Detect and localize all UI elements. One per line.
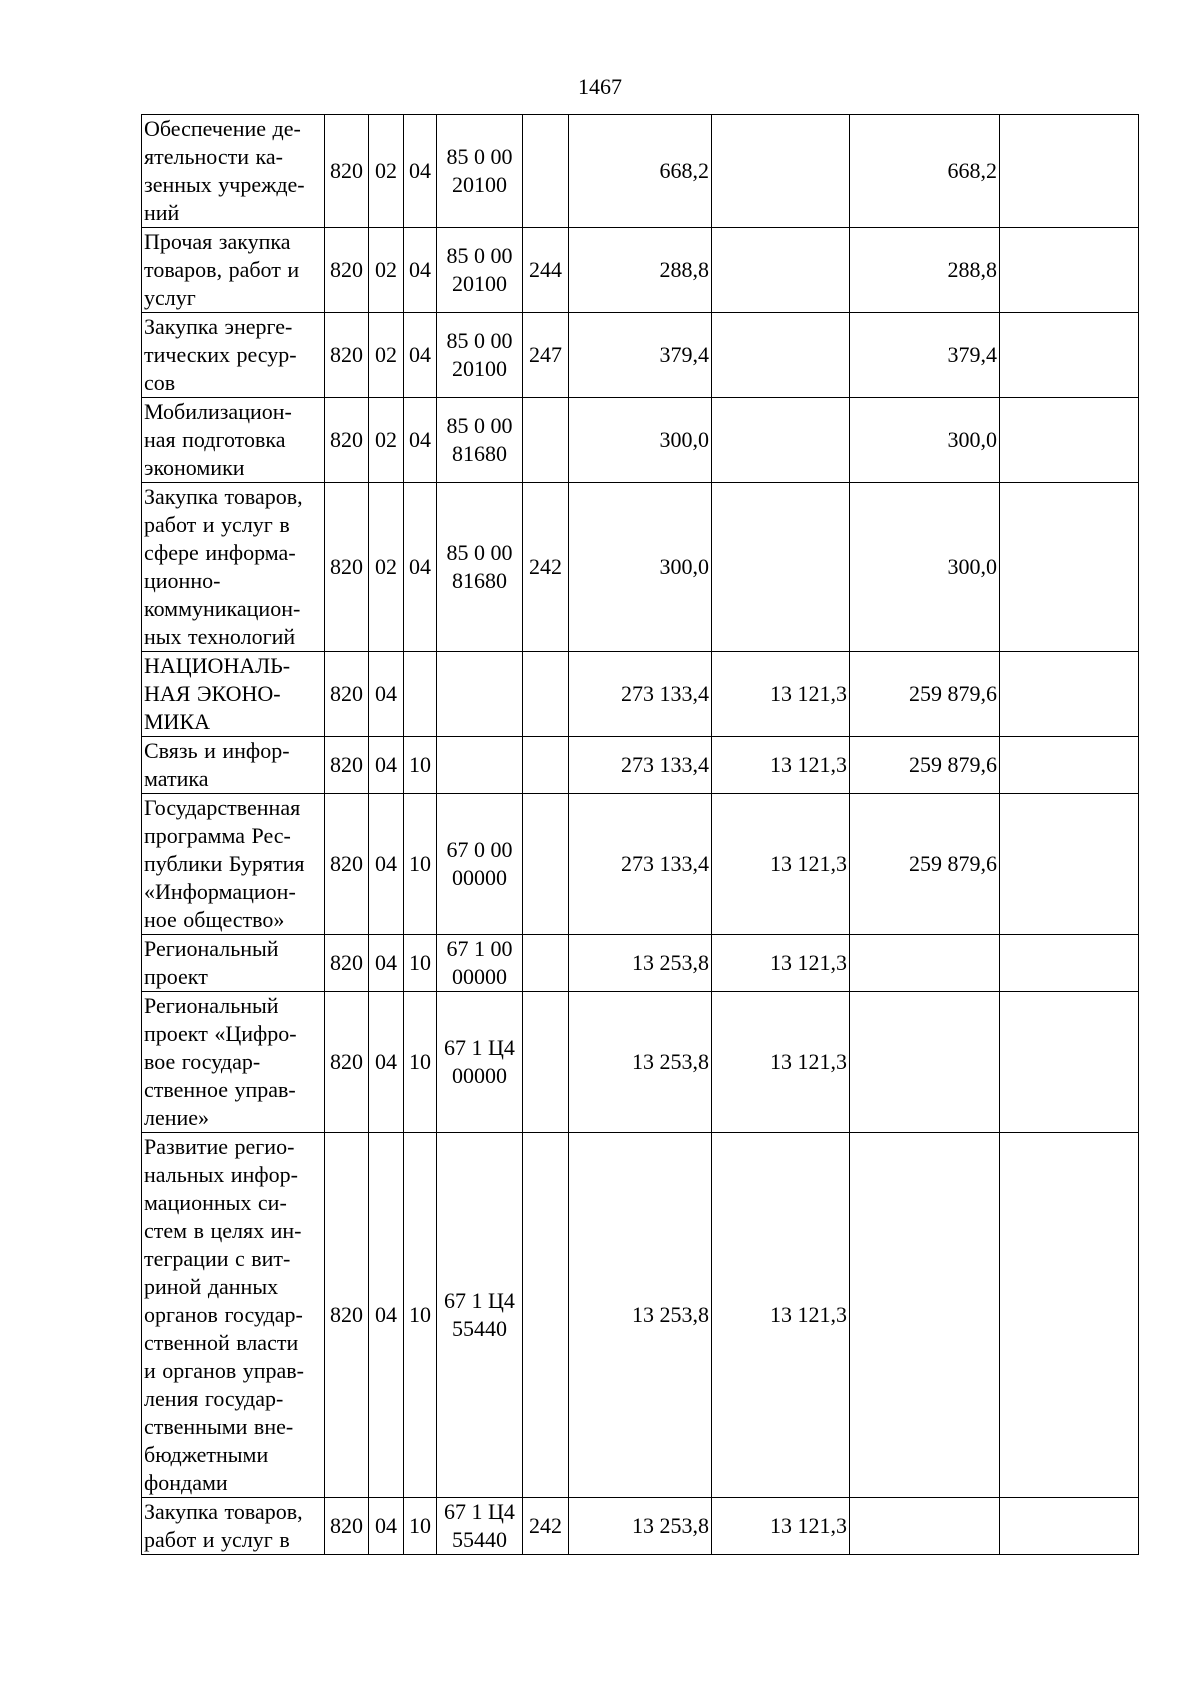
expense-name-line: органов государ- (144, 1302, 303, 1327)
expense-name-line: программа Рес- (144, 823, 291, 848)
expense-name-cell (142, 1133, 325, 1498)
target-article-cell (437, 794, 523, 935)
target-article-line: 67 1 Ц4 (444, 1288, 515, 1313)
expense-type-cell: 247 (523, 313, 569, 398)
table-row (142, 398, 1139, 483)
amount-cell-2 (712, 313, 850, 398)
amount-cell-4 (1000, 992, 1139, 1133)
expense-name-line: тических ресур- (144, 342, 297, 367)
expense-name-line: ная подготовка (144, 427, 286, 452)
amount-cell-4 (1000, 115, 1139, 228)
target-article-line: 00000 (452, 964, 507, 989)
page-number: 1467 (578, 74, 622, 99)
amount-cell-3: 288,8 (850, 228, 1000, 313)
subsection-code-cell: 04 (404, 313, 437, 398)
expense-name-line: нальных инфор- (144, 1162, 298, 1187)
amount-cell-3: 668,2 (850, 115, 1000, 228)
expense-name-line: ное общество» (144, 907, 285, 932)
expense-type-cell: 244 (523, 228, 569, 313)
target-article-line: 85 0 00 (446, 144, 513, 169)
expense-name-line: ных технологий (144, 624, 296, 649)
expense-name-line: бюджетными (144, 1442, 269, 1467)
amount-cell-2: 13 121,3 (712, 794, 850, 935)
expense-name-line: Государственная (144, 795, 301, 820)
grbs-code-cell: 820 (325, 115, 369, 228)
amount-total-cell: 668,2 (569, 115, 712, 228)
amount-total-cell: 300,0 (569, 483, 712, 652)
amount-cell-2: 13 121,3 (712, 1133, 850, 1498)
expense-name-line: ственной власти (144, 1330, 299, 1355)
target-article-cell (437, 737, 523, 794)
expense-name-cell (142, 115, 325, 228)
amount-cell-2 (712, 228, 850, 313)
target-article-line: 20100 (452, 356, 507, 381)
amount-cell-3 (850, 1133, 1000, 1498)
target-article-cell (437, 115, 523, 228)
amount-cell-2: 13 121,3 (712, 652, 850, 737)
target-article-line: 85 0 00 (446, 243, 513, 268)
amount-total-cell: 288,8 (569, 228, 712, 313)
expense-type-cell: 242 (523, 1498, 569, 1555)
target-article-line: 85 0 00 (446, 413, 513, 438)
grbs-code-cell: 820 (325, 992, 369, 1133)
amount-total-cell: 13 253,8 (569, 1133, 712, 1498)
subsection-code-cell: 10 (404, 1133, 437, 1498)
table-row (142, 737, 1139, 794)
subsection-code-cell: 10 (404, 992, 437, 1133)
amount-total-cell: 273 133,4 (569, 652, 712, 737)
expense-name-line: Региональный (144, 936, 279, 961)
target-article-line: 55440 (452, 1316, 507, 1341)
expense-name-line: Мобилизацион- (144, 399, 292, 424)
expense-name-line: проект (144, 964, 208, 989)
amount-cell-3: 259 879,6 (850, 737, 1000, 794)
subsection-code-cell: 04 (404, 115, 437, 228)
amount-cell-4 (1000, 313, 1139, 398)
section-code-cell: 04 (369, 935, 404, 992)
grbs-code-cell: 820 (325, 652, 369, 737)
expense-name-line: ление» (144, 1105, 210, 1130)
amount-cell-2: 13 121,3 (712, 1498, 850, 1555)
expense-name-cell (142, 313, 325, 398)
subsection-code-cell (404, 652, 437, 737)
grbs-code-cell: 820 (325, 313, 369, 398)
expense-name-line: МИКА (144, 709, 211, 734)
subsection-code-cell: 04 (404, 228, 437, 313)
amount-cell-2 (712, 483, 850, 652)
amount-cell-2 (712, 398, 850, 483)
expense-name-line: ственными вне- (144, 1414, 294, 1439)
subsection-code-cell: 10 (404, 794, 437, 935)
grbs-code-cell: 820 (325, 228, 369, 313)
table-row (142, 483, 1139, 652)
expense-name-line: ственное управ- (144, 1077, 296, 1102)
target-article-line: 20100 (452, 271, 507, 296)
expense-type-cell (523, 1133, 569, 1498)
expense-name-line: ционно- (144, 568, 221, 593)
expense-name-line: Закупка товаров, (144, 484, 303, 509)
amount-cell-2: 13 121,3 (712, 992, 850, 1133)
target-article-line: 20100 (452, 172, 507, 197)
section-code-cell: 02 (369, 228, 404, 313)
expense-name-line: сфере информа- (144, 540, 296, 565)
expense-name-line: риной данных (144, 1274, 279, 1299)
amount-total-cell: 379,4 (569, 313, 712, 398)
target-article-cell (437, 992, 523, 1133)
expense-name-line: коммуникацион- (144, 596, 301, 621)
target-article-line: 67 1 00 (446, 936, 513, 961)
target-article-line: 67 1 Ц4 (444, 1035, 515, 1060)
amount-cell-2: 13 121,3 (712, 737, 850, 794)
expense-name-line: Закупка энерге- (144, 314, 293, 339)
subsection-code-cell: 10 (404, 737, 437, 794)
expense-name-line: стем в целях ин- (144, 1218, 302, 1243)
amount-cell-3: 259 879,6 (850, 652, 1000, 737)
expense-name-line: зенных учрежде- (144, 172, 305, 197)
expense-name-line: и органов управ- (144, 1358, 304, 1383)
amount-cell-4 (1000, 935, 1139, 992)
section-code-cell: 04 (369, 1498, 404, 1555)
expense-name-line: матика (144, 766, 209, 791)
expense-name-line: НАЦИОНАЛЬ- (144, 653, 291, 678)
table-row (142, 228, 1139, 313)
amount-cell-2 (712, 115, 850, 228)
target-article-line: 85 0 00 (446, 328, 513, 353)
expense-name-cell (142, 1498, 325, 1555)
grbs-code-cell: 820 (325, 1133, 369, 1498)
amount-cell-3 (850, 935, 1000, 992)
section-code-cell: 04 (369, 652, 404, 737)
table-row (142, 652, 1139, 737)
expense-type-cell (523, 398, 569, 483)
table-row (142, 1498, 1139, 1555)
expense-name-cell (142, 398, 325, 483)
target-article-cell (437, 313, 523, 398)
section-code-cell: 02 (369, 313, 404, 398)
amount-cell-3: 259 879,6 (850, 794, 1000, 935)
expense-name-line: сов (144, 370, 176, 395)
expense-name-line: Закупка товаров, (144, 1499, 303, 1524)
table-row (142, 935, 1139, 992)
table-row (142, 1133, 1139, 1498)
grbs-code-cell: 820 (325, 794, 369, 935)
target-article-line: 85 0 00 (446, 540, 513, 565)
expense-name-line: «Информацион- (144, 879, 296, 904)
expense-type-cell (523, 935, 569, 992)
expense-name-line: работ и услуг в (144, 512, 290, 537)
expense-name-line: Обеспечение де- (144, 116, 301, 141)
expense-name-cell (142, 737, 325, 794)
expense-name-line: услуг (144, 285, 196, 310)
grbs-code-cell: 820 (325, 398, 369, 483)
amount-cell-2: 13 121,3 (712, 935, 850, 992)
amount-total-cell: 273 133,4 (569, 737, 712, 794)
expense-name-line: Прочая закупка (144, 229, 291, 254)
expense-name-line: товаров, работ и (144, 257, 300, 282)
amount-cell-4 (1000, 652, 1139, 737)
expense-name-cell (142, 935, 325, 992)
expense-type-cell: 242 (523, 483, 569, 652)
target-article-cell (437, 652, 523, 737)
section-code-cell: 02 (369, 115, 404, 228)
amount-cell-4 (1000, 1498, 1139, 1555)
expense-type-cell (523, 737, 569, 794)
amount-total-cell: 13 253,8 (569, 1498, 712, 1555)
expense-type-cell (523, 992, 569, 1133)
grbs-code-cell: 820 (325, 1498, 369, 1555)
expense-name-cell (142, 652, 325, 737)
expense-name-line: мационных си- (144, 1190, 287, 1215)
expense-name-cell (142, 992, 325, 1133)
expense-name-cell (142, 794, 325, 935)
amount-cell-4 (1000, 737, 1139, 794)
section-code-cell: 02 (369, 483, 404, 652)
table-row (142, 992, 1139, 1133)
amount-cell-3: 300,0 (850, 483, 1000, 652)
section-code-cell: 04 (369, 992, 404, 1133)
amount-cell-4 (1000, 398, 1139, 483)
target-article-line: 67 1 Ц4 (444, 1499, 515, 1524)
target-article-cell (437, 1498, 523, 1555)
expense-name-line: ления государ- (144, 1386, 284, 1411)
expense-name-line: проект «Цифро- (144, 1021, 297, 1046)
table-row (142, 794, 1139, 935)
target-article-cell (437, 398, 523, 483)
amount-total-cell: 300,0 (569, 398, 712, 483)
target-article-line: 00000 (452, 1063, 507, 1088)
section-code-cell: 04 (369, 794, 404, 935)
subsection-code-cell: 04 (404, 483, 437, 652)
target-article-line: 00000 (452, 865, 507, 890)
expense-name-cell (142, 483, 325, 652)
expense-name-line: вое государ- (144, 1049, 261, 1074)
amount-cell-4 (1000, 228, 1139, 313)
table-row (142, 115, 1139, 228)
expense-name-line: фондами (144, 1470, 228, 1495)
amount-cell-4 (1000, 1133, 1139, 1498)
amount-total-cell: 13 253,8 (569, 935, 712, 992)
amount-total-cell: 273 133,4 (569, 794, 712, 935)
section-code-cell: 04 (369, 1133, 404, 1498)
target-article-line: 81680 (452, 568, 507, 593)
expense-name-line: Развитие регио- (144, 1134, 295, 1159)
expense-name-line: теграции с вит- (144, 1246, 291, 1271)
amount-cell-3: 300,0 (850, 398, 1000, 483)
expense-name-cell (142, 228, 325, 313)
amount-cell-3 (850, 992, 1000, 1133)
table-body (142, 115, 1139, 1555)
expense-name-line: НАЯ ЭКОНО- (144, 681, 281, 706)
section-code-cell: 02 (369, 398, 404, 483)
target-article-cell (437, 483, 523, 652)
expense-name-line: ний (144, 200, 180, 225)
subsection-code-cell: 10 (404, 935, 437, 992)
subsection-code-cell: 04 (404, 398, 437, 483)
target-article-line: 55440 (452, 1527, 507, 1552)
target-article-cell (437, 228, 523, 313)
target-article-cell (437, 935, 523, 992)
target-article-cell (437, 1133, 523, 1498)
expense-type-cell (523, 652, 569, 737)
amount-total-cell: 13 253,8 (569, 992, 712, 1133)
expense-type-cell (523, 794, 569, 935)
expense-name-line: Региональный (144, 993, 279, 1018)
target-article-line: 67 0 00 (446, 837, 513, 862)
expense-name-line: Связь и инфор- (144, 738, 290, 763)
expense-name-line: работ и услуг в (144, 1527, 290, 1552)
expense-name-line: ятельности ка- (144, 144, 283, 169)
expense-name-line: публики Бурятия (144, 851, 305, 876)
expense-type-cell (523, 115, 569, 228)
section-code-cell: 04 (369, 737, 404, 794)
grbs-code-cell: 820 (325, 483, 369, 652)
amount-cell-4 (1000, 483, 1139, 652)
grbs-code-cell: 820 (325, 737, 369, 794)
amount-cell-3: 379,4 (850, 313, 1000, 398)
grbs-code-cell: 820 (325, 935, 369, 992)
amount-cell-4 (1000, 794, 1139, 935)
expense-name-line: экономики (144, 455, 245, 480)
target-article-line: 81680 (452, 441, 507, 466)
table-row (142, 313, 1139, 398)
subsection-code-cell: 10 (404, 1498, 437, 1555)
budget-table (141, 114, 1139, 1555)
amount-cell-3 (850, 1498, 1000, 1555)
